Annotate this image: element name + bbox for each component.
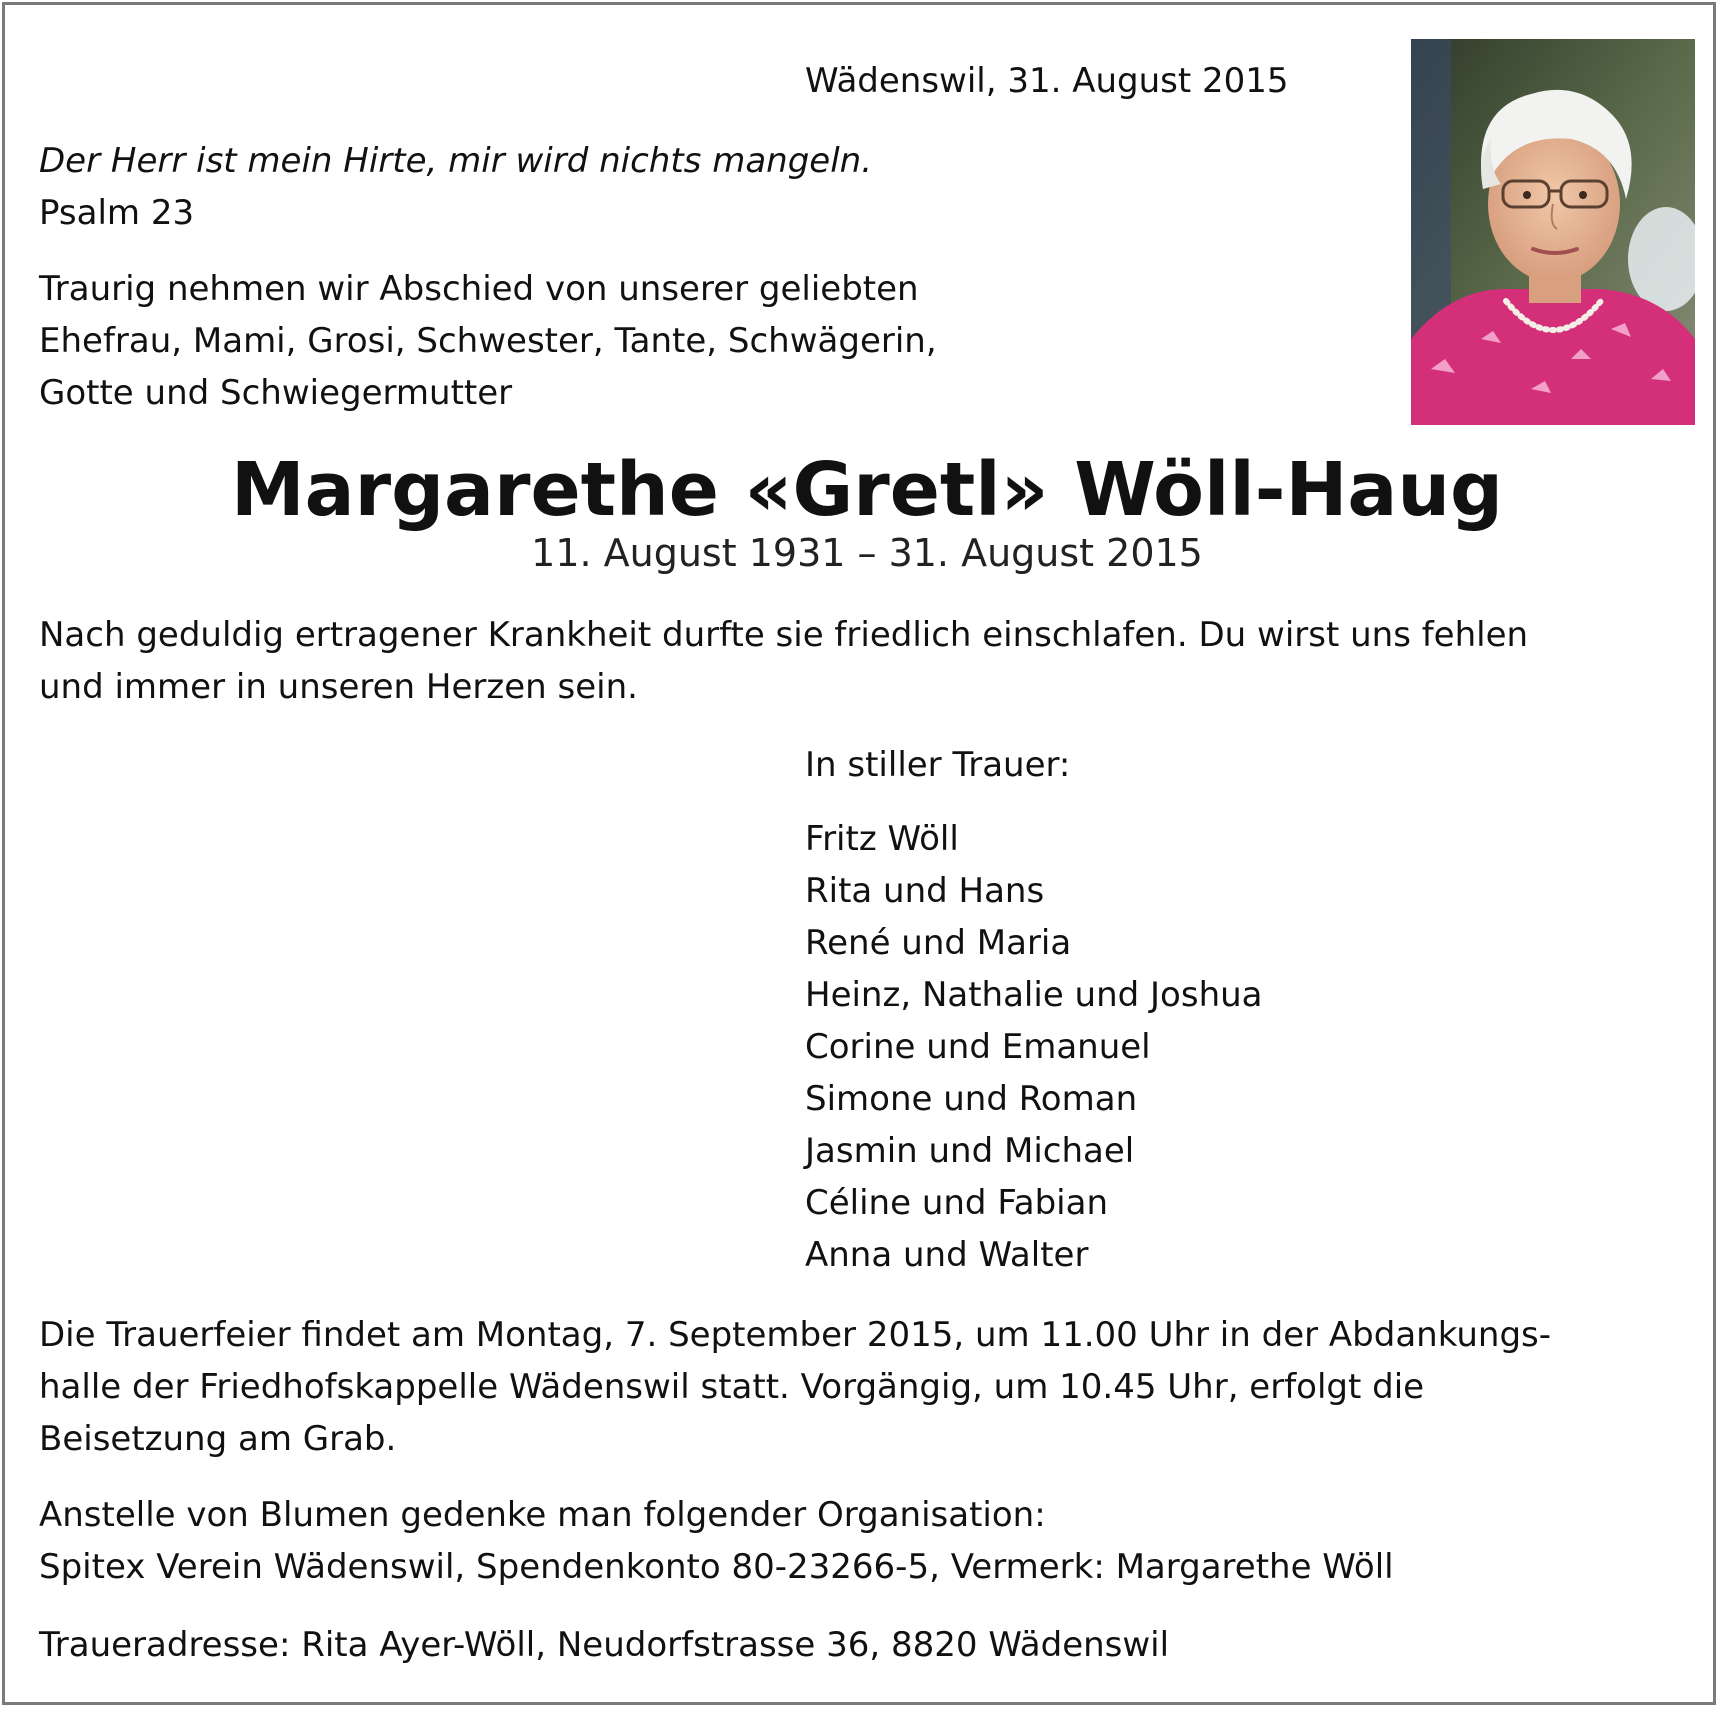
- mourner-name: Céline und Fabian: [805, 1183, 1108, 1223]
- intro-line: Traurig nehmen wir Abschied von unserer geliebten: [39, 269, 919, 309]
- mourner-name: Heinz, Nathalie und Joshua: [805, 975, 1263, 1015]
- portrait-photo: [1411, 39, 1695, 425]
- mourner-name: Corine und Emanuel: [805, 1027, 1151, 1067]
- service-line: Beisetzung am Grab.: [39, 1419, 397, 1459]
- mourning-address: Traueradresse: Rita Ayer-Wöll, Neudorfstrasse 36, 8820 Wädenswil: [39, 1625, 1170, 1665]
- deceased-name: Margarethe «Gretl» Wöll-Haug: [231, 447, 1503, 533]
- service-line: Die Trauerfeier findet am Montag, 7. September 2015, um 11.00 Uhr in der Abdankungs-: [39, 1315, 1552, 1355]
- mourner-name: René und Maria: [805, 923, 1072, 963]
- place-date: Wädenswil, 31. August 2015: [805, 61, 1289, 101]
- mourning-heading: In stiller Trauer:: [805, 745, 1071, 785]
- intro-line: Gotte und Schwiegermutter: [39, 373, 513, 413]
- mourner-name: Jasmin und Michael: [805, 1131, 1135, 1171]
- donation-line: Anstelle von Blumen gedenke man folgender Organisation:: [39, 1495, 1046, 1535]
- mourner-name: Fritz Wöll: [805, 819, 959, 859]
- mourner-name: Simone und Roman: [805, 1079, 1138, 1119]
- mourner-name: Anna und Walter: [805, 1235, 1089, 1275]
- service-details: [39, 1309, 1551, 1465]
- intro-line: Ehefrau, Mami, Grosi, Schwester, Tante, Schwägerin,: [39, 321, 937, 361]
- verse-source: Psalm 23: [39, 193, 195, 233]
- donation-info: [39, 1489, 1394, 1593]
- donation-line: Spitex Verein Wädenswil, Spendenkonto 80-23266-5, Vermerk: Margarethe Wöll: [39, 1547, 1394, 1587]
- mourner-name: Rita und Hans: [805, 871, 1045, 911]
- message-line: Nach geduldig ertragener Krankheit durfte sie friedlich einschlafen. Du wirst uns fehlen: [39, 615, 1529, 655]
- life-dates: 11. August 1931 – 31. August 2015: [531, 531, 1203, 575]
- service-line: halle der Friedhofskappelle Wädenswil statt. Vorgängig, um 10.45 Uhr, erfolgt die: [39, 1367, 1425, 1407]
- mourners-list: [805, 813, 1263, 1281]
- bible-verse: Der Herr ist mein Hirte, mir wird nichts mangeln.: [39, 141, 872, 181]
- farewell-message: [39, 609, 1528, 713]
- obituary-notice: [2, 2, 1716, 1705]
- message-line: und immer in unseren Herzen sein.: [39, 667, 638, 707]
- portrait-illustration: [1411, 39, 1695, 425]
- intro-text: [39, 263, 937, 419]
